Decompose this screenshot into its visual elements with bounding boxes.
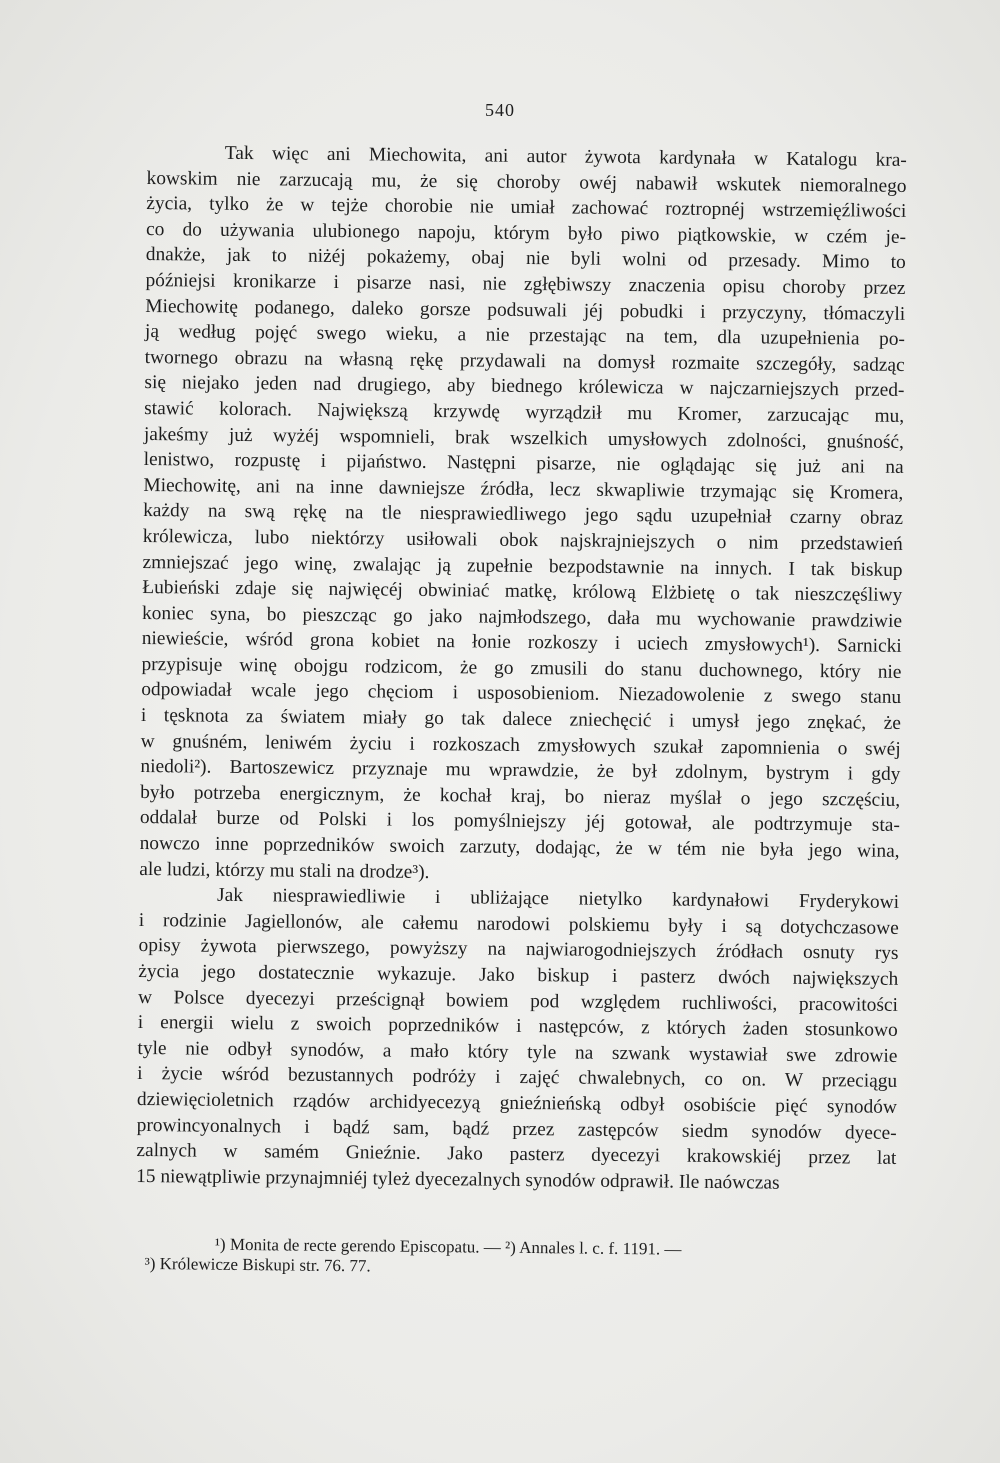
paragraphs — [136, 140, 907, 1197]
page-number: 540 — [485, 100, 515, 120]
text-line: zalnych w samém Gnieźnie. Jako pasterz dyecezyi krakowskiéj przez lat — [136, 1140, 897, 1170]
text-line: późniejsi kronikarze i pisarze nasi, nie zgłębiwszy znaczenia opisu choroby przez — [145, 269, 906, 299]
text-line: życia jego dostatecznie wykazuje. Jako biskup i pasterz dwóch największych — [138, 960, 899, 990]
text-line: w Polsce dyecezyi prześcignął bowiem pod względem ruchliwości, pracowitości — [137, 986, 899, 1016]
text-line: niewieście, wśród grona kobiet na łonie rozkoszy i uciech zmysłowych¹). Sarnicki — [141, 628, 902, 658]
text-line: tyle nie odbył synodów, a mało który tyle na szwank wystawiał swe zdrowie — [137, 1037, 898, 1067]
text-line: życia, tylko że w tejże chorobie nie umiał zachować roztropnéj wstrzemięźliwości — [146, 193, 907, 223]
text-line: się niejako jeden nad drugiego, aby biednego królewicza w najczarniejszych przed- — [144, 372, 905, 402]
footnote-line: ³) Królewicze Biskupi str. 76. 77. — [144, 1253, 371, 1276]
text-line: koniec syna, bo pieszcząc go jako najmłodszego, dała mu wychowanie prawdziwie — [141, 602, 903, 632]
text-line: królewicza, lubo niektórzy usiłowali obok najskrajniejszych o nim przedstawień — [142, 525, 903, 555]
text-line: przypisuje winę obojgu rodzicom, że go zmusili do stanu duchownego, który nie — [141, 653, 902, 683]
text-line: ale ludzi, którzy mu stali na drodze³). — [139, 858, 430, 883]
text-line: w gnuśném, leniwém życiu i rozkoszach zmysłowych szukał zapomnienia o swéj — [140, 730, 901, 760]
text-line: oddalał burze od Polski i los pomyślniejszy jéj gotował, ale podtrzymuje sta- — [139, 807, 900, 837]
text-line: odpowiadał wcale jego chęciom i usposobieniom. Niezadowolenie z swego stanu — [141, 679, 902, 709]
text-line: niedoli²). Bartoszewicz przyznaje mu wprawdzie, że był zdolnym, bystrym i gdy — [140, 756, 901, 786]
footnotes — [145, 1234, 905, 1282]
text-line: każdy na swą rękę na tle niesprawiedliwego jego sądu uzupełniał czarny obraz — [143, 500, 904, 530]
text-line: dziewięcioletnich rządów archidyecezyą gnieźnieńską odbył osobiście pięć synodów — [136, 1088, 898, 1118]
text-line: prowincyonalnych i bądź sam, bądź przez zastępców siedm synodów dyece- — [136, 1114, 897, 1144]
text-line: było potrzeba energicznym, że kochał kraj, bo nieraz myślał o jego szczęściu, — [140, 781, 901, 811]
text-line: opisy żywota pierwszego, powyższy na najwiarogodniejszych źródłach osnuty rys — [138, 935, 899, 965]
text-line: i tęsknota za światem miały go tak dalece zniechęcić i umysł jego znękać, że — [140, 705, 902, 734]
text-line: co do używania ulubionego napoju, którym było piwo piątkowskie, w czém je- — [145, 218, 907, 248]
text-line: i rodzinie Jagiellonów, ale całemu narodowi polskiemu były i są dotychczasowe — [138, 909, 899, 939]
text-line: jakeśmy już wyżéj wspomnieli, brak wszelkich umysłowych zdolności, gnuśność, — [143, 423, 904, 453]
text-line: i energii wielu z swoich poprzedników i następców, z których żaden stosunkowo — [137, 1012, 898, 1042]
text-line: Miechowitę, ani na inne dawniejsze źródła, lecz skwapliwie trzymając się Kromera, — [143, 474, 904, 504]
text-line: nowczo inne poprzedników swoich zarzuty, dodając, że w tém nie była jego wina, — [139, 832, 900, 862]
text-line: stawić kolorach. Największą krzywdę wyrządził mu Kromer, zarzucając mu, — [144, 397, 905, 427]
text-line: Miechowitę podanego, daleko gorsze podsuwali jéj pobudki i przyczyny, tłómaczyli — [145, 295, 906, 325]
footnote-line: ¹) Monita de recte gerendo Episcopatu. — ²) Annales l. c. f. 1191. — — [214, 1234, 682, 1259]
text-line: Jak niesprawiedliwie i ubliżające nietylko kardynałowi Fryderykowi — [216, 884, 900, 914]
text-line: Łubieński zdaje się najwięcéj obwiniać matkę, królową Elżbietę o tak nieszczęśliwy — [142, 577, 903, 607]
text-line: ją według pojęć swego wieku, a nie przestając na tem, dla uzupełnienia po- — [144, 321, 906, 351]
text-line: lenistwo, rozpustę i pijaństwo. Następni pisarze, nie oglądając się już ani na — [143, 449, 904, 479]
text-line: i życie wśród bezustannych podróży i zajęć chwalebnych, co on. W przeciągu — [137, 1063, 898, 1093]
text-line: 15 niewątpliwie przynajmniéj tyleż dyecezalnych synodów odprawił. Ile naówczas — [136, 1165, 780, 1194]
text-line: Tak więc ani Miechowita, ani autor żywota kardynała w Katalogu kra- — [224, 142, 907, 171]
text-line: twornego obrazu na własną rękę przydawali na domysł rozmaite szczegóły, sadząc — [144, 346, 905, 376]
text-line: kowskim nie zarzucają mu, że się choroby owéj nabawił wskutek niemoralnego — [146, 167, 907, 197]
body-text — [136, 140, 907, 1197]
text-line: dnakże, jak to niżéj pokażemy, obaj nie byli wolni od przesady. Mimo to — [145, 244, 906, 274]
text-line: zmniejszać jego winę, zwalając ją zupełnie bezpodstawnie na innych. I tak biskup — [142, 551, 903, 581]
